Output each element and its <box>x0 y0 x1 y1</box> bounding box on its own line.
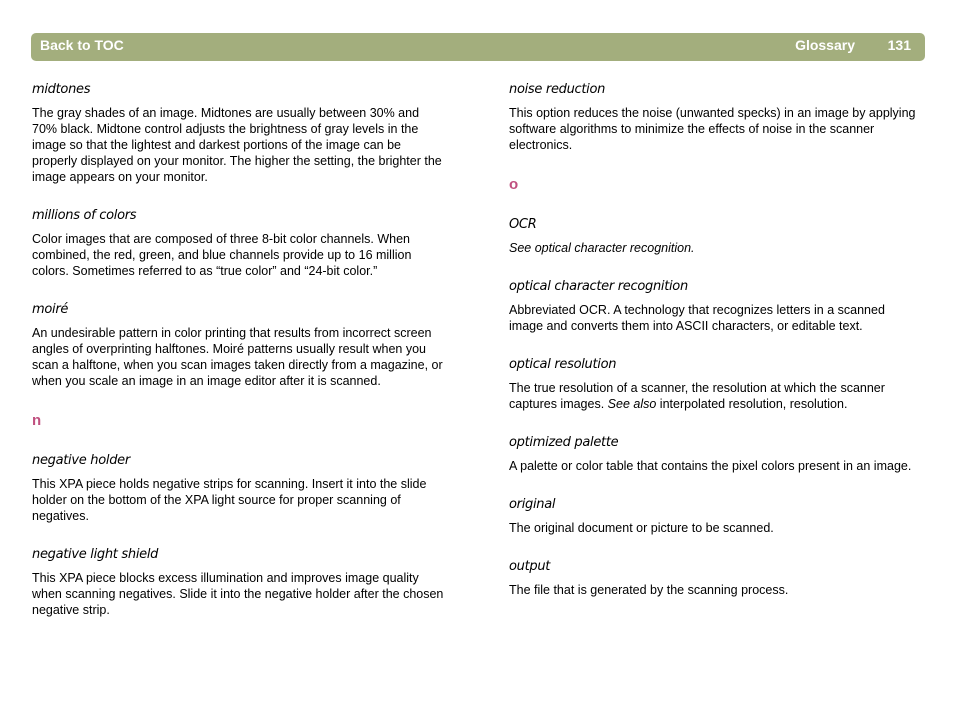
term-optimized-palette: optimized palette <box>509 435 619 450</box>
glossary-entry <box>509 217 921 256</box>
term-ocr: OCR <box>509 217 537 232</box>
term-original: original <box>509 497 556 512</box>
definition: Color images that are composed of three 8-bit color channels. When combined, the red, green, and blue channels provide up to 16 million colors. Sometimes referred to as “true color” and “24-bit color.” <box>32 232 412 278</box>
header-bar <box>31 33 925 61</box>
see-also-label: See also <box>607 397 657 411</box>
glossary-entry <box>32 302 444 389</box>
definition-text: The true resolution of a scanner, the resolution at which the scanner captures images. <box>509 381 885 411</box>
term-negative-holder: negative holder <box>32 453 130 468</box>
glossary-entry <box>32 208 444 279</box>
term-negative-light-shield: negative light shield <box>32 547 159 562</box>
definition: A palette or color table that contains the pixel colors present in an image. <box>509 459 912 473</box>
definition: Abbreviated OCR. A technology that recognizes letters in a scanned image and converts them into ASCII characters, or editable text. <box>509 303 885 333</box>
term-optical-resolution: optical resolution <box>509 357 617 372</box>
definition: The original document or picture to be scanned. <box>509 521 774 535</box>
glossary-entry <box>509 497 921 536</box>
section-letter-o: o <box>509 176 519 193</box>
glossary-entry <box>32 547 444 618</box>
page-number: 131 <box>887 37 911 53</box>
definition-link[interactable] <box>509 240 921 256</box>
term-millions-of-colors: millions of colors <box>32 208 137 223</box>
definition: This XPA piece holds negative strips for scanning. Insert it into the slide holder on the bottom of the XPA light source for proper scanning of negatives. <box>32 477 427 523</box>
glossary-entry <box>509 357 921 412</box>
definition-text: See optical character recognition. <box>509 241 695 255</box>
definition: The gray shades of an image. Midtones are usually between 30% and 70% black. Midtone control adjusts the brightness of gray levels in the image so that the lightest and darkest portions of the image can be properly displayed on your monitor. The higher the setting, the brighter the image appears on your monitor. <box>32 106 442 184</box>
right-column <box>509 82 921 621</box>
glossary-entry <box>509 435 921 474</box>
definition <box>509 380 921 412</box>
term-optical-character-recognition: optical character recognition <box>509 279 688 294</box>
term-output: output <box>509 559 551 574</box>
section-letter-n: n <box>32 412 42 429</box>
term-noise-reduction: noise reduction <box>509 82 606 97</box>
glossary-entry <box>509 82 921 153</box>
glossary-entry <box>32 453 444 524</box>
back-to-toc-link[interactable]: Back to TOC <box>40 37 124 53</box>
definition: This XPA piece blocks excess illumination and improves image quality when scanning negatives. Slide it into the negative holder after the chosen negative strip. <box>32 571 444 617</box>
definition: The file that is generated by the scanning process. <box>509 583 789 597</box>
cross-reference-link[interactable]: interpolated resolution, resolution. <box>656 397 848 411</box>
term-moire: moiré <box>32 302 69 317</box>
definition: An undesirable pattern in color printing that results from incorrect screen angles of overprinting halftones. Moiré patterns usually result when you scan a halftone, when you scan images taken directly from a magazine, or when you scale an image in an image editor after it is scanned. <box>32 326 443 388</box>
left-column <box>32 82 444 641</box>
definition: This option reduces the noise (unwanted specks) in an image by applying software algorithms to minimize the effects of noise in the scanner electronics. <box>509 106 916 152</box>
glossary-link[interactable]: Glossary <box>795 37 855 53</box>
glossary-entry <box>509 279 921 334</box>
glossary-entry <box>509 559 921 598</box>
term-midtones: midtones <box>32 82 91 97</box>
glossary-entry <box>32 82 444 185</box>
